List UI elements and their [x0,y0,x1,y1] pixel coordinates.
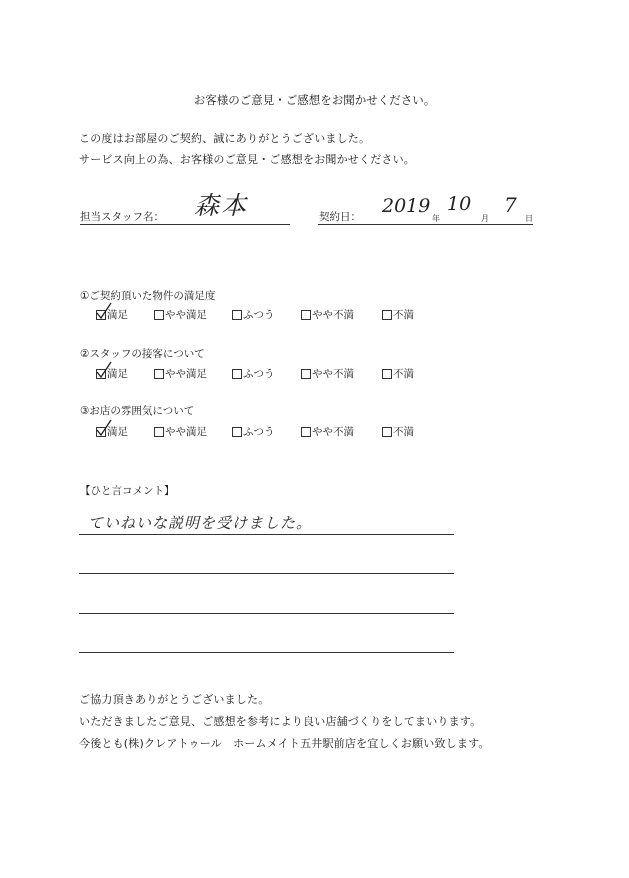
staff-underline [80,224,290,225]
checkbox[interactable] [96,427,106,437]
option-label: 不満 [393,368,414,380]
checkbox[interactable] [232,310,242,320]
staff-label: 担当スタッフ名： [80,211,164,223]
comment-label: 【ひと言コメント】 [80,485,175,497]
option-label: 満足 [107,426,128,438]
q3-option-somewhat-dissatisfied[interactable] [301,424,354,439]
checkbox[interactable] [301,427,311,437]
closing-line-3: 今後とも(株)クレアトゥール ホームメイト五井駅前店を宜しくお願い致します。 [79,737,490,750]
question-1-label: ①ご契約頂いた物件の満足度 [80,290,216,302]
q3-option-somewhat-satisfied[interactable] [154,424,207,439]
checkbox[interactable] [382,427,392,437]
form-title: お客様のご意見・ご感想をお聞かせください。 [193,93,436,107]
comment-line-3 [79,613,454,614]
q1-option-somewhat-dissatisfied[interactable] [301,307,354,322]
q1-option-dissatisfied[interactable] [382,307,414,322]
intro-line-1: この度はお部屋のご契約、誠にありがとうございました。 [79,132,371,145]
option-label: 満足 [107,309,128,321]
option-label: ふつう [243,309,275,321]
q3-option-satisfied[interactable] [96,424,128,439]
q3-option-dissatisfied[interactable] [382,424,414,439]
comment-line-1 [79,534,454,535]
check-mark-icon [96,361,112,379]
contract-day-handwritten: 7 [504,193,517,217]
check-mark-icon [96,419,112,437]
comment-line-4 [79,652,454,653]
q1-option-somewhat-satisfied[interactable] [154,307,207,322]
comment-line-2 [79,573,454,574]
check-mark-icon [96,302,112,320]
checkbox[interactable] [301,369,311,379]
q2-option-somewhat-dissatisfied[interactable] [301,366,354,381]
checkbox[interactable] [96,310,106,320]
q2-option-satisfied[interactable] [96,366,128,381]
q3-option-neutral[interactable] [232,424,275,439]
option-label: やや不満 [312,426,354,438]
closing-line-1: ご協力頂きありがとうございました。 [79,693,270,706]
year-unit: 年 [432,214,440,223]
option-label: 不満 [393,426,414,438]
option-label: やや満足 [165,368,207,380]
option-label: 不満 [393,309,414,321]
staff-name-handwritten: 森本 [194,191,249,220]
q2-option-neutral[interactable] [232,366,275,381]
option-label: やや満足 [165,426,207,438]
contract-date-label: 契約日： [319,211,361,223]
option-label: やや不満 [312,368,354,380]
option-label: やや不満 [312,309,354,321]
month-unit: 月 [481,214,489,223]
question-3-label: ③お店の雰囲気について [80,405,195,417]
option-label: やや満足 [165,309,207,321]
q1-option-neutral[interactable] [232,307,275,322]
checkbox[interactable] [96,369,106,379]
intro-line-2: サービス向上の為、お客様のご意見・ご感想をお聞かせください。 [79,153,415,166]
comment-handwritten[interactable]: ていねいな説明を受けました。 [88,514,313,532]
option-label: ふつう [243,368,275,380]
checkbox[interactable] [382,310,392,320]
checkbox[interactable] [154,310,164,320]
contract-month-handwritten: 10 [447,193,472,215]
contract-year-handwritten: 2019 [382,195,431,217]
checkbox[interactable] [232,427,242,437]
question-2-label: ②スタッフの接客について [80,348,205,360]
checkbox[interactable] [232,369,242,379]
checkbox[interactable] [154,369,164,379]
contract-date-underline [318,224,533,225]
q1-option-satisfied[interactable] [96,307,128,322]
q2-option-dissatisfied[interactable] [382,366,414,381]
checkbox[interactable] [301,310,311,320]
q2-option-somewhat-satisfied[interactable] [154,366,207,381]
day-unit: 日 [525,214,533,223]
option-label: 満足 [107,368,128,380]
closing-line-2: いただきましたご意見、ご感想を参考により良い店舗づくりをしてまいります。 [79,715,482,728]
checkbox[interactable] [382,369,392,379]
option-label: ふつう [243,426,275,438]
checkbox[interactable] [154,427,164,437]
